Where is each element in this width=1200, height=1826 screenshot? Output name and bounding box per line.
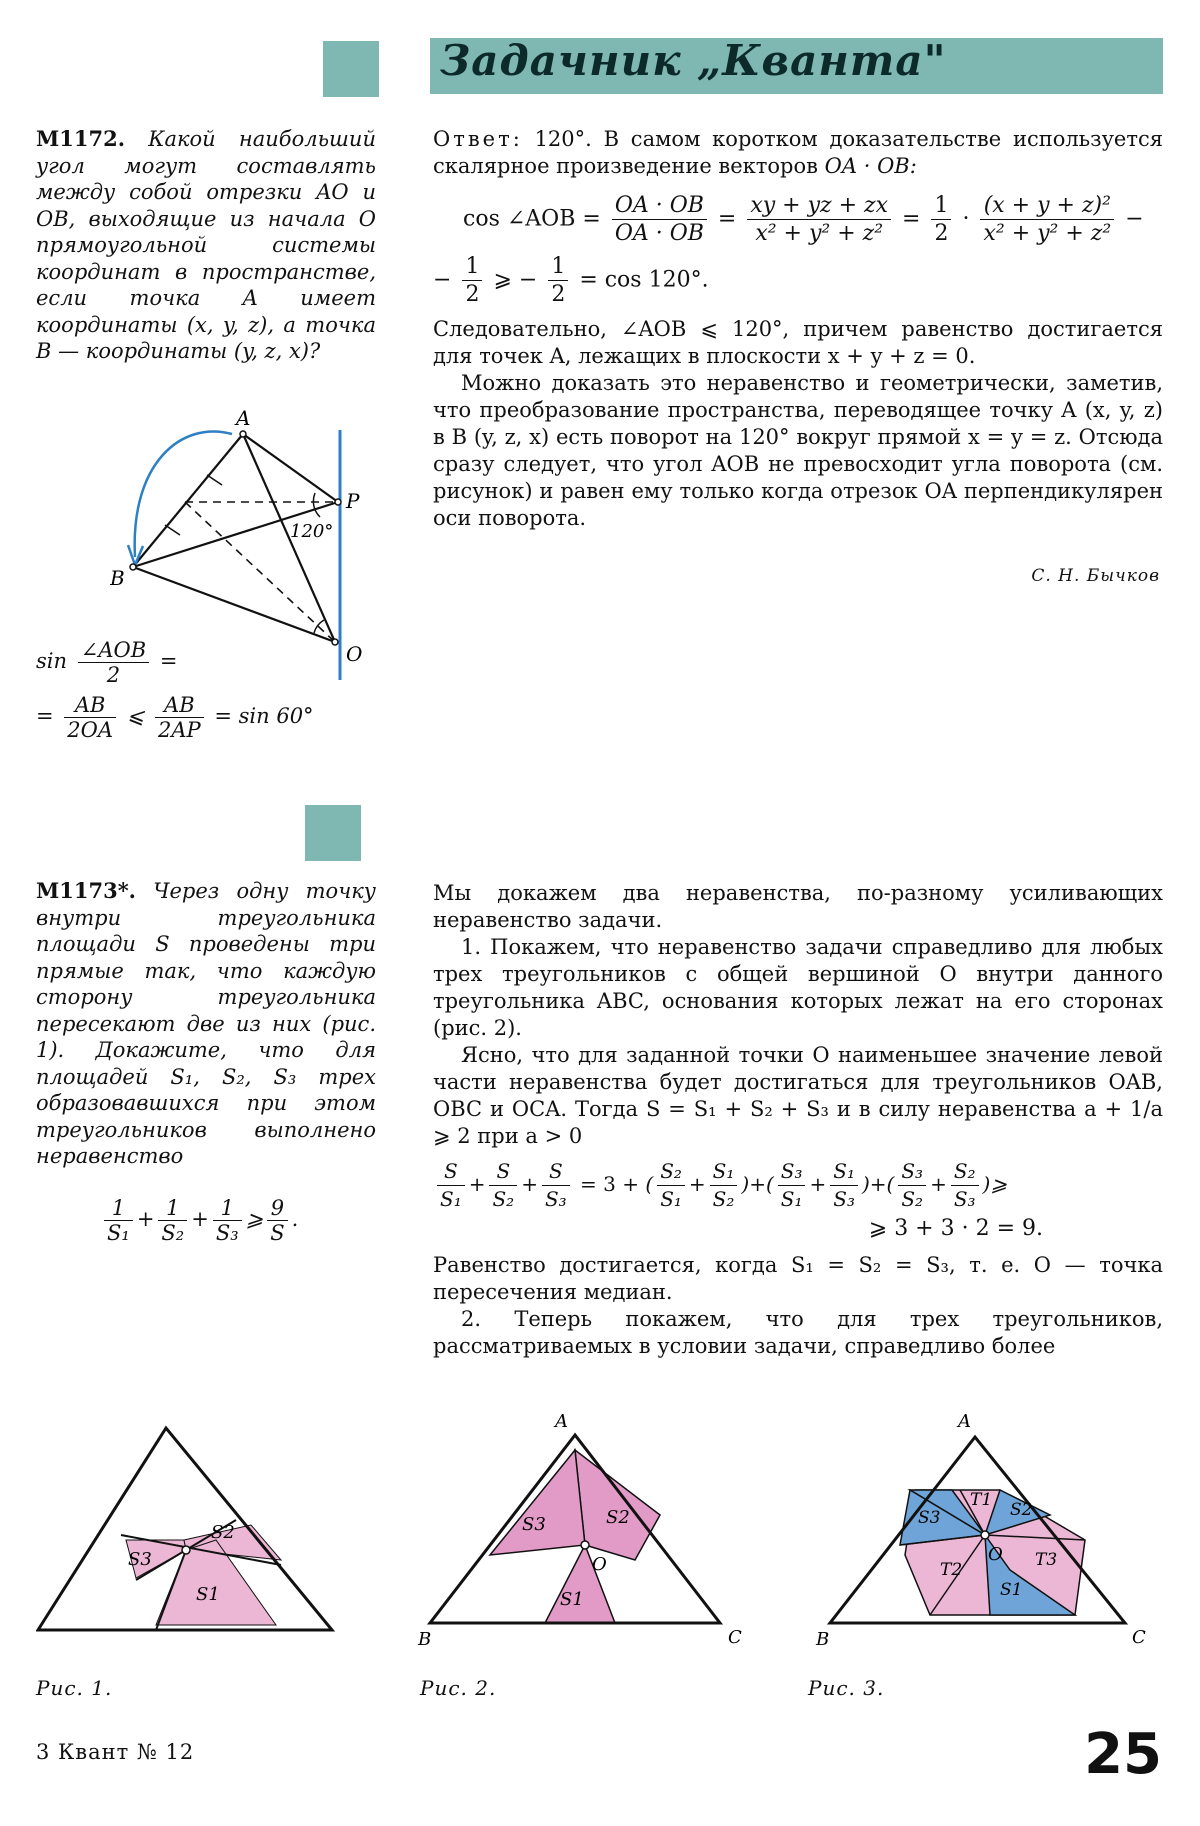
label-o: O: [988, 1544, 1003, 1565]
segment-bo: [133, 567, 335, 642]
cos-formula-line2: − $\frac{1}{2}$ ⩾ − $\frac{1}{2}$ = cos 120°.: [433, 254, 709, 307]
sum-formula: $\frac{S}{\text{S₁}}$ + $\frac{S}{\text{S₂}}$ + $\frac{S}{\text{S₃}}$ = 3 + ( $\frac{\text{S₂}}{\text{S₁}}$ + $\frac{\text{S₁}}{\text{S₂}}$ )+( $\frac{\text{S₃}}{\text{S₁}}$ + $\frac{\text{S₁}}{\text{S₃}}$ )+( $\frac{\text{S₃}}{\text{S₂}}$ + $\frac{\text{S₂}}{\text{S₃}}$ )⩾: [433, 1158, 1163, 1213]
cos-formula: cos ∠AOB = $\frac{OA \cdot OB}{OA \cdot OB}$ = $\frac{xy + yz + zx}{\text{x² + y² + z²}}$ = $\frac{1}{2}$ · $\frac{\text{(x + y + z)²}}{\text{x² + y² + z²}}$ −: [463, 193, 1144, 246]
label-b: B: [816, 1629, 830, 1650]
label-t2: T2: [940, 1560, 963, 1580]
solution-para-1: 1. Покажем, что неравенство задачи справедливо для любых трех треугольников с общей вершиной O внутри данного треугольника ABC, основания которых лежат на его сторонах (рис. 2).: [433, 935, 1163, 1040]
label-angle: 120°: [290, 521, 334, 542]
label-o: O: [346, 642, 363, 666]
problem-number: М1173*.: [36, 878, 136, 903]
answer-text: 120°. В самом коротком доказательстве используется скалярное произведение векторов: [433, 127, 1163, 178]
label-s1: S1: [196, 1584, 220, 1605]
figure-rис-1: [36, 1420, 356, 1650]
solution-para-1: Следовательно, ∠AOB ⩽ 120°, причем равенство достигается для точек A, лежащих в плоскости x + y + z = 0.: [433, 317, 1163, 368]
figure-ris-2: [410, 1405, 750, 1665]
page-number: 25: [1084, 1722, 1162, 1787]
label-t1: T1: [970, 1490, 993, 1510]
label-b: B: [418, 1629, 432, 1650]
solution-para-0: Мы докажем два неравенства, по-разному усиливающих неравенство задачи.: [433, 881, 1163, 932]
figure-ris-3: [800, 1405, 1170, 1665]
inequality-1173: $\frac{1}{\text{S₁}}$ + $\frac{1}{\text{S₂}}$ + $\frac{1}{\text{S₃}}$ ⩾ $\frac{9}{S}$ .: [100, 1196, 298, 1245]
solution-para-2: Ясно, что для заданной точки O наименьшее значение левой части неравенства будет достигаться для треугольников OAB, OBC и OCA. Тогда S = S₁ + S₂ + S₃ и в силу неравенства a + 1/a ⩾ 2 при a > 0: [433, 1043, 1163, 1148]
problem-text: Через одну точку внутри треугольника площади S проведены три прямые так, что каждую сторону треугольника пересекают две из них (рис. 1). Докажите, что для площадей S₁, S₂, S₃ трех образовавшихся при этом треугольников выполнено неравенство: [36, 879, 376, 1168]
rotation-arrow: [135, 431, 232, 557]
section-title: Задачник „Кванта": [440, 36, 947, 85]
header-square: [323, 41, 379, 97]
problem-1172: [36, 126, 376, 365]
label-s2: S2: [1010, 1500, 1033, 1520]
footer-issue: 3 Квант № 12: [36, 1740, 195, 1764]
formula-sin: sin $\frac{\text{∠AOB}}{2}$ =: [36, 638, 178, 687]
problem-1173: [36, 878, 376, 1170]
problem-number: М1172.: [36, 126, 126, 151]
section-square: [305, 805, 361, 861]
caption-fig-3: Рис. 3.: [808, 1676, 885, 1700]
solution-1172: [433, 126, 1163, 532]
label-a: A: [958, 1411, 971, 1432]
sum-formula-line2: ⩾ 3 + 3 · 2 = 9.: [868, 1216, 1043, 1241]
label-s3: S3: [128, 1549, 152, 1570]
label-b: B: [110, 566, 125, 590]
label-c: C: [1132, 1627, 1146, 1648]
segment-ab: [133, 434, 243, 567]
problem-text: Какой наибольший угол могут составлять между собой отрезки AO и OB, выходящие из начала O прямоугольной системы координат в пространстве, если точка A имеет координаты (x, y, z), а точка B — координаты (y, z, x)?: [36, 127, 376, 363]
signature: С. Н. Бычков: [1031, 566, 1160, 586]
caption-fig-1: Рис. 1.: [36, 1676, 113, 1700]
solution-para-4: 2. Теперь покажем, что для трех треугольников, рассматриваемых в условии задачи, справедливо более: [433, 1307, 1163, 1358]
label-s2: S2: [211, 1522, 235, 1543]
answer-label: Ответ:: [433, 127, 523, 151]
label-s1: S1: [560, 1589, 584, 1610]
label-s3: S3: [918, 1508, 941, 1528]
label-s3: S3: [522, 1514, 546, 1535]
label-a: A: [236, 406, 251, 430]
label-t3: T3: [1035, 1550, 1058, 1570]
label-p: P: [346, 489, 360, 513]
label-a: A: [555, 1411, 568, 1432]
solution-para-2: Можно доказать это неравенство и геометрически, заметив, что преобразование пространства, переводящее точку A (x, y, z) в B (y, z, x) есть поворот на 120° вокруг прямой x = y = z. Отсюда сразу следует, что угол AOB не превосходит угла поворота (см. рисунок) и равен ему только когда отрезок OA перпендикулярен оси поворота.: [433, 371, 1163, 530]
label-c: C: [728, 1627, 742, 1648]
label-o: O: [592, 1554, 607, 1575]
solution-para-3: Равенство достигается, когда S₁ = S₂ = S₃, т. е. O — точка пересечения медиан.: [433, 1253, 1163, 1304]
label-s2: S2: [606, 1507, 630, 1528]
vectors: OA · OB:: [824, 154, 917, 178]
caption-fig-2: Рис. 2.: [420, 1676, 497, 1700]
solution-1173: [433, 880, 1163, 1360]
region-s3: [490, 1450, 585, 1555]
label-s1: S1: [1000, 1580, 1023, 1600]
formula-sin-2: = $\frac{AB}{2OA}$ ⩽ $\frac{AB}{2AP}$ = sin 60°: [36, 693, 314, 742]
